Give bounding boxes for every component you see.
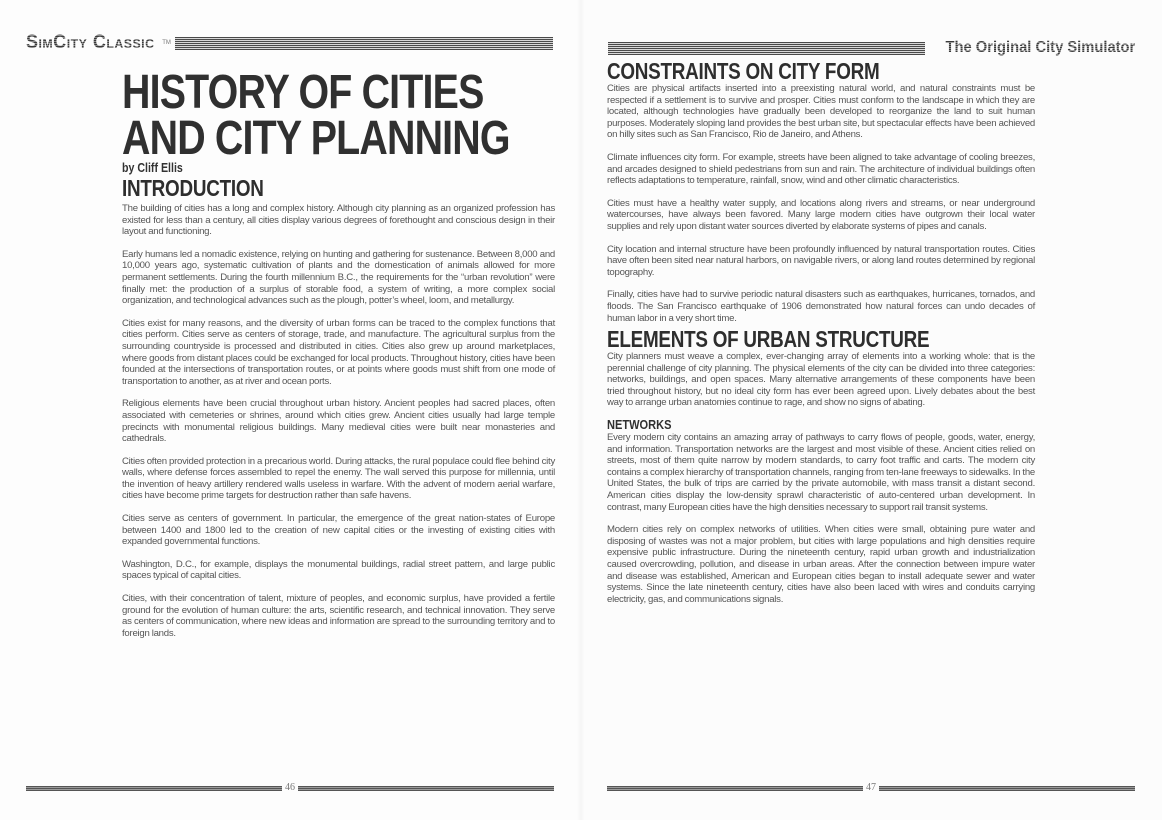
right-page-body <box>607 59 1035 616</box>
paragraph: Finally, cities have had to survive periodic natural disasters such as earthquakes, hurricanes, tornados, and floods. The San Francisco earthquake of 1906 demonstrated how natural forces can undo decades of human labor in a very short time. <box>607 289 1035 324</box>
right-page-footer <box>607 782 1135 794</box>
footer-rule-right <box>879 786 1135 791</box>
page-number: 46 <box>285 782 295 793</box>
paragraph: Cities exist for many reasons, and the diversity of urban forms can be traced to the complex functions that cities perform. Cities serve as centers of storage, trade, and manufacture. The agricultural surplus from the surrounding countryside is processed and distributed in cities. Cities also grew up around marketplaces, where goods from distant places could be exchanged for local products. Throughout history, cities have been founded at the intersections of transportation routes, or at points where goods must shift from one mode of transportation to another, as at river and ocean ports. <box>122 317 555 387</box>
right-page <box>581 0 1162 820</box>
subsection-heading-networks: NETWORKS <box>607 417 672 433</box>
chapter-title: HISTORY OF CITIES AND CITY PLANNING <box>122 66 510 165</box>
simcity-classic-logo <box>26 32 154 54</box>
paragraph: Climate influences city form. For example, streets have been aligned to take advantage of cooling breezes, and arcades designed to shield pedestrians from sun and rain. The architecture of individual buildings often reflects adaptations to temperature, rainfall, snow, wind and other climatic characteristics. <box>607 151 1035 187</box>
paragraph: The building of cities has a long and complex history. Although city planning as an organized profession has existed for less than a century, all cities display various degrees of forethought and conscious design in their layout and functioning. <box>122 203 555 238</box>
left-page-body <box>122 176 555 650</box>
logo-part-simcity: SimCity <box>26 32 88 53</box>
section-heading-elements: ELEMENTS OF URBAN STRUCTURE <box>607 326 930 353</box>
author-byline: by Cliff Ellis <box>122 161 183 175</box>
paragraph: Religious elements have been crucial throughout urban history. Ancient peoples had sacred places, often associated with cemeteries or shrines, around which cities grew. Ancient cities usually had large temple precincts with monumental religious buildings. Many medieval cities were built near monasteries and cathedrals. <box>122 398 555 445</box>
page-number: 47 <box>866 782 876 793</box>
footer-rule-right <box>298 786 554 791</box>
tagline-original-city-simulator: The Original City Simulator <box>945 39 1135 56</box>
trademark-mark: TM <box>162 40 171 46</box>
logo-part-classic: Classic <box>92 32 155 53</box>
footer-rule-left <box>26 786 282 791</box>
paragraph: Every modern city contains an amazing array of pathways to carry flows of people, goods, water, energy, and information. Transportation networks are the largest and most visible of these. Ancient cities relied on streets, most of them quite narrow by modern standards, to carry foot traffic and carts. The modern city contains a complex hierarchy of transportation channels, ranging from ten-lane freeways to sidewalks. In the United States, the bulk of trips are carried by the private automobile, with mass transit a distant second. American cities display the low-density sprawl characteristic of auto-centered urban development. In contrast, many European cities have the high densities necessary to support rail transit systems. <box>607 432 1035 513</box>
paragraph: Cities serve as centers of government. In particular, the emergence of the great nation-states of Europe between 1400 and 1800 led to the creation of new capital cities or the investing of existing cities with expanded governmental functions. <box>122 513 555 548</box>
paragraph: Cities often provided protection in a precarious world. During attacks, the rural populace could flee behind city walls, where defense forces assembled to repel the enemy. The wall served this purpose for millennia, until the invention of heavy artillery rendered walls useless in warfare. With the advent of modern aerial warfare, cities have become prime targets for destruction rather than safe havens. <box>122 455 555 502</box>
paragraph: Modern cities rely on complex networks of utilities. When cities were small, obtaining pure water and disposing of wastes was not a major problem, but cities with large populations and high densities require expensive public infrastructure. During the nineteenth century, rapid urban growth and industrialization caused overcrowding, pollution, and disease in urban areas. After the connection between impure water and disease was established, American and European cities began to install adequate sewer and water systems. Since the late nineteenth century, cities have also been laced with wires and conduits carrying electricity, gas, and communications signals. <box>607 524 1035 605</box>
right-page-header <box>608 38 1135 58</box>
header-stripes-decoration <box>175 37 553 50</box>
left-page-header <box>26 33 553 53</box>
paragraph: Cities must have a healthy water supply, and locations along rivers and streams, or near underground watercourses, have always been favored. Many large modern cities have outgrown their local water supplies and rely upon distant water sources diverted by elaborate systems of pipes and canals. <box>607 197 1035 232</box>
paragraph: City planners must weave a complex, ever-changing array of elements into a working whole: that is the perennial challenge of city planning. The physical elements of the city can be divided into three categories: networks, buildings, and open spaces. Many alternative arrangements of these components have been tried throughout history, but no ideal city form has ever been agreed upon. Lively debates about the best way to arrange urban anatomies continue to rage, and show no signs of abating. <box>607 351 1035 409</box>
page-gutter <box>577 0 585 820</box>
section-heading-constraints: CONSTRAINTS ON CITY FORM <box>607 58 880 84</box>
paragraph: Early humans led a nomadic existence, relying on hunting and gathering for sustenance. Between 8,000 and 10,000 years ago, systematic cultivation of plants and the domestication of animals allowed for more permanent settlements. During the fourth millennium B.C., the requirements for the “urban revolution” were finally met: the production of a surplus of storable food, a system of writing, a more complex social organization, and technological advances such as the plough, potter’s wheel, loom, and metallurgy. <box>122 248 555 307</box>
section-heading-introduction: INTRODUCTION <box>122 175 264 201</box>
header-stripes-decoration <box>608 42 925 55</box>
paragraph: Cities are physical artifacts inserted into a preexisting natural world, and natural constraints must be respected if a settlement is to survive and prosper. Cities must conform to the landscape in which they are located, although technologies have gradually been developed to reorganize the land to suit human purposes. Moderately sloping land provides the best urban site, but spectacular effects have been achieved on hilly sites such as San Francisco, Rio de Janeiro, and Athens. <box>607 83 1035 141</box>
paragraph: Washington, D.C., for example, displays the monumental buildings, radial street pattern, and large public spaces typical of capital cities. <box>122 558 555 582</box>
paragraph: Cities, with their concentration of talent, mixture of peoples, and economic surplus, have provided a fertile ground for the evolution of human culture: the arts, scientific research, and technical innovation. They serve as centers of communication, where new ideas and information are spread to the surrounding territory and to foreign lands. <box>122 593 555 639</box>
footer-rule-left <box>607 786 863 791</box>
paragraph: City location and internal structure have been profoundly influenced by natural transportation routes. Cities have often been sited near natural harbors, on navigable rivers, or along land routes determined by regional topography. <box>607 243 1035 278</box>
left-page-footer <box>26 782 554 794</box>
